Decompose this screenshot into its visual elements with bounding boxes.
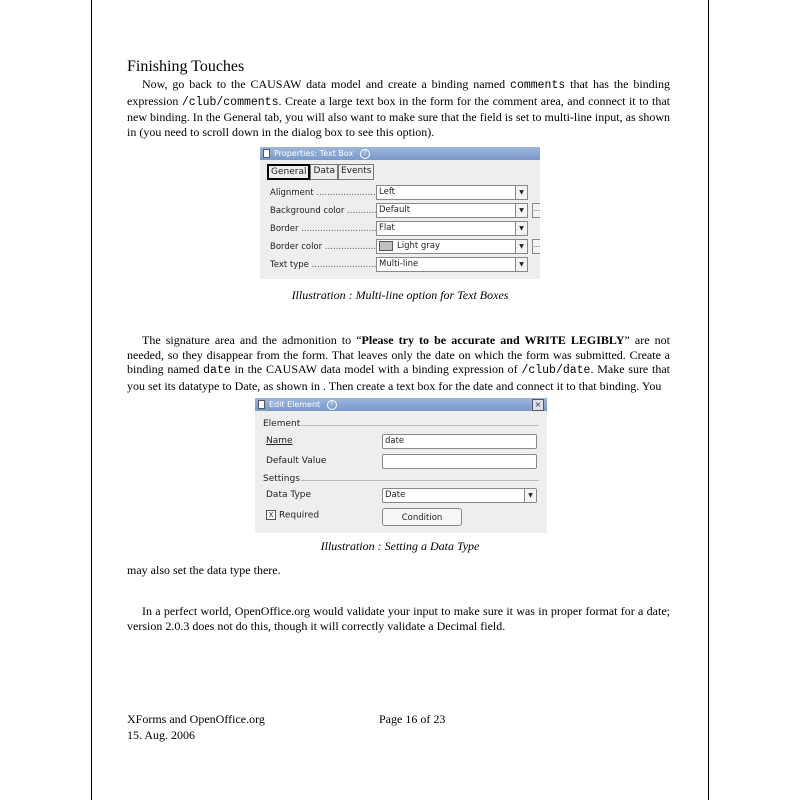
footer-title: XForms and OpenOffice.org [127,712,265,726]
help-icon: ? [327,400,337,410]
alignment-select[interactable] [376,185,528,200]
chevron-down-icon[interactable]: ▼ [515,204,527,217]
properties-title: Properties: Text Box [274,149,354,158]
chevron-down-icon[interactable]: ▼ [515,186,527,199]
data-type-label: Data Type [266,490,312,500]
alignment-value: Left [379,187,395,197]
para2-text-4: . Make sure that you set its datatype to Date, as shown in . Then create a text box for the date and connect it to that binding. You [127,362,671,393]
para2-text-1: The signature area and the admonition to “ [142,333,362,347]
tab-data[interactable]: Data [310,164,338,180]
section-heading: Finishing Touches [127,58,245,75]
help-icon: ? [360,149,370,159]
para1-text-1: Now, go back to the CAUSAW data model and create a binding named [142,77,511,91]
border-color-value: Light gray [397,241,441,251]
alignment-label: Alignment ..... [270,188,376,198]
background-color-select[interactable] [376,203,528,218]
background-color-label: Background color ..... [270,206,376,216]
property-row-background [270,203,540,219]
paragraph-4 [127,604,670,633]
chevron-down-icon[interactable]: ▼ [515,240,527,253]
properties-dialog-screenshot [260,147,540,279]
data-type-value: Date [385,490,406,500]
property-row-border [270,221,540,237]
required-label: Required [279,510,320,521]
document-icon [258,400,265,409]
name-input[interactable]: date [382,434,537,449]
text-type-select[interactable] [376,257,528,272]
footer-date: 15. Aug. 2006 [127,728,196,742]
border-color-select[interactable] [376,239,528,254]
property-row-alignment [270,185,540,201]
para4-text: In a perfect world, OpenOffice.org would validate your input to make sure it was in proper format for a date; version 2.0.3 does not do this, though it will correctly validate a Decimal field. [127,604,670,633]
required-checkbox[interactable] [266,510,319,521]
figure-2-caption: Illustration : Setting a Data Type [320,539,480,553]
document-icon [263,149,270,158]
para1-code-comments: comments [510,79,566,92]
tab-general[interactable]: General [267,164,310,180]
settings-section-label: Settings [263,474,300,484]
chevron-down-icon[interactable]: ▼ [515,258,527,271]
tab-events[interactable]: Events [338,164,374,180]
chevron-down-icon[interactable]: ▼ [515,222,527,235]
footer-page-number: Page 16 of 23 [379,712,446,726]
chevron-down-icon[interactable]: ▼ [524,489,536,502]
text-type-label: Text type ..... [270,260,376,270]
para2-text-3: in the CAUSAW data model with a binding expression of [230,362,522,376]
para1-code-path: /club/comments [181,95,279,109]
name-label: Name [266,436,293,446]
checkbox-checked-icon[interactable]: X [266,510,276,520]
edit-element-titlebar [255,398,547,411]
paragraph-2 [127,333,670,393]
default-value-label: Default Value [266,456,327,466]
border-label: Border ..... [270,224,376,234]
para2-code-path: /club/date [521,364,591,377]
para2-text-2: ” are not needed, so they disappear from the form. That leaves only the date on which the form was submitted. Create a binding named [127,333,670,376]
divider [301,480,539,481]
default-value-input[interactable] [382,454,537,469]
figure-1-caption: Illustration : Multi-line option for Text Boxes [291,288,509,302]
border-select[interactable] [376,221,528,236]
properties-titlebar [260,147,540,160]
divider [301,425,539,426]
properties-tabs [267,164,374,180]
border-color-label: Border color ..... [270,242,376,252]
background-color-more-button[interactable]: ... [532,203,540,218]
background-color-value: Default [379,205,411,215]
condition-button[interactable]: Condition [382,508,462,526]
para1-text-2: that has the binding expression [127,77,670,108]
para2-code-date: date [203,364,231,377]
paragraph-1 [127,77,670,139]
data-type-select[interactable] [382,488,537,503]
paragraph-3: may also set the data type there. [127,563,281,577]
edit-element-title: Edit Element [269,400,321,409]
text-type-value: Multi-line [379,259,419,269]
element-section-label: Element [263,419,301,429]
border-color-more-button[interactable]: ... [532,239,540,254]
property-row-border-color [270,239,540,255]
edit-element-dialog-screenshot [255,398,547,533]
para1-text-3: . Create a large text box in the form for the comment area, and connect it to that new binding. In the General tab, you will also want to make sure that the field is set to multi-line input, as shown in (you need to scroll down in the dialog box to see this option). [127,93,671,139]
para2-bold: Please try to be accurate and WRITE LEGIBLY [361,333,625,347]
border-value: Flat [379,223,395,233]
color-swatch-icon [379,241,393,251]
property-row-text-type [270,257,540,273]
close-icon[interactable]: × [532,399,544,411]
